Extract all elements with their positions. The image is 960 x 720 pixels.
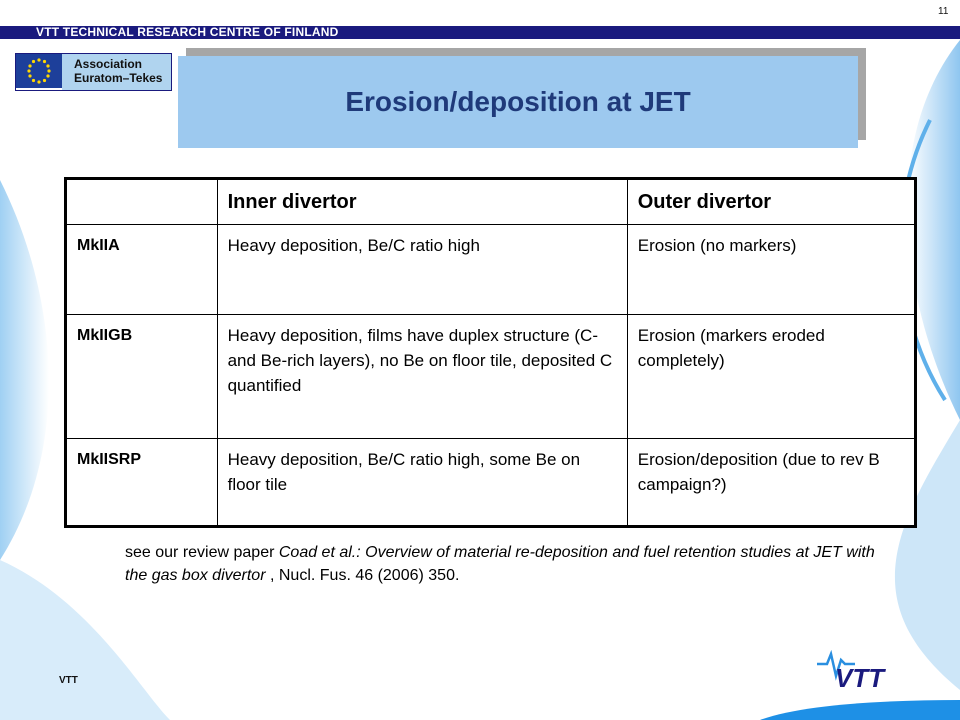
reference-prefix: see our review paper — [125, 544, 279, 561]
row-outer: Erosion/deposition (due to rev B campaign?) — [627, 439, 915, 527]
footer-vtt-label: VTT — [59, 675, 78, 686]
eu-flag-icon — [16, 54, 62, 88]
reference-text — [125, 541, 885, 587]
reference-citation: Coad et al.: Overview of material re-deposition and fuel retention studies at JET with the gas box divertor — [125, 544, 875, 584]
table-row — [66, 439, 916, 527]
association-logo — [15, 53, 172, 91]
row-inner: Heavy deposition, Be/C ratio high, some Be on floor tile — [217, 439, 627, 527]
vtt-logo-text: VTT — [835, 663, 885, 690]
row-inner: Heavy deposition, films have duplex structure (C- and Be-rich layers), no Be on floor tile, deposited C quantified — [217, 315, 627, 439]
slide-title: Erosion/deposition at JET — [345, 86, 691, 117]
comparison-table — [64, 177, 917, 528]
row-name: MkIIA — [66, 225, 218, 315]
table-header-outer: Outer divertor — [627, 179, 915, 225]
association-line1: Association — [74, 57, 143, 71]
table-header-empty — [66, 179, 218, 225]
row-outer: Erosion (markers eroded completely) — [627, 315, 915, 439]
row-name: MkIISRP — [66, 439, 218, 527]
row-inner: Heavy deposition, Be/C ratio high — [217, 225, 627, 315]
title-box — [178, 56, 858, 148]
page-number: 11 — [938, 6, 949, 17]
row-name: MkIIGB — [66, 315, 218, 439]
table-row — [66, 225, 916, 315]
table-row — [66, 315, 916, 439]
association-line2: Euratom–Tekes — [74, 71, 163, 85]
table-header-inner: Inner divertor — [217, 179, 627, 225]
association-label — [62, 54, 171, 90]
row-outer: Erosion (no markers) — [627, 225, 915, 315]
vtt-logo-icon — [815, 650, 910, 690]
reference-suffix: , Nucl. Fus. 46 (2006) 350. — [265, 567, 460, 584]
organization-name: VTT TECHNICAL RESEARCH CENTRE OF FINLAND — [36, 25, 339, 39]
table-header-row — [66, 179, 916, 225]
